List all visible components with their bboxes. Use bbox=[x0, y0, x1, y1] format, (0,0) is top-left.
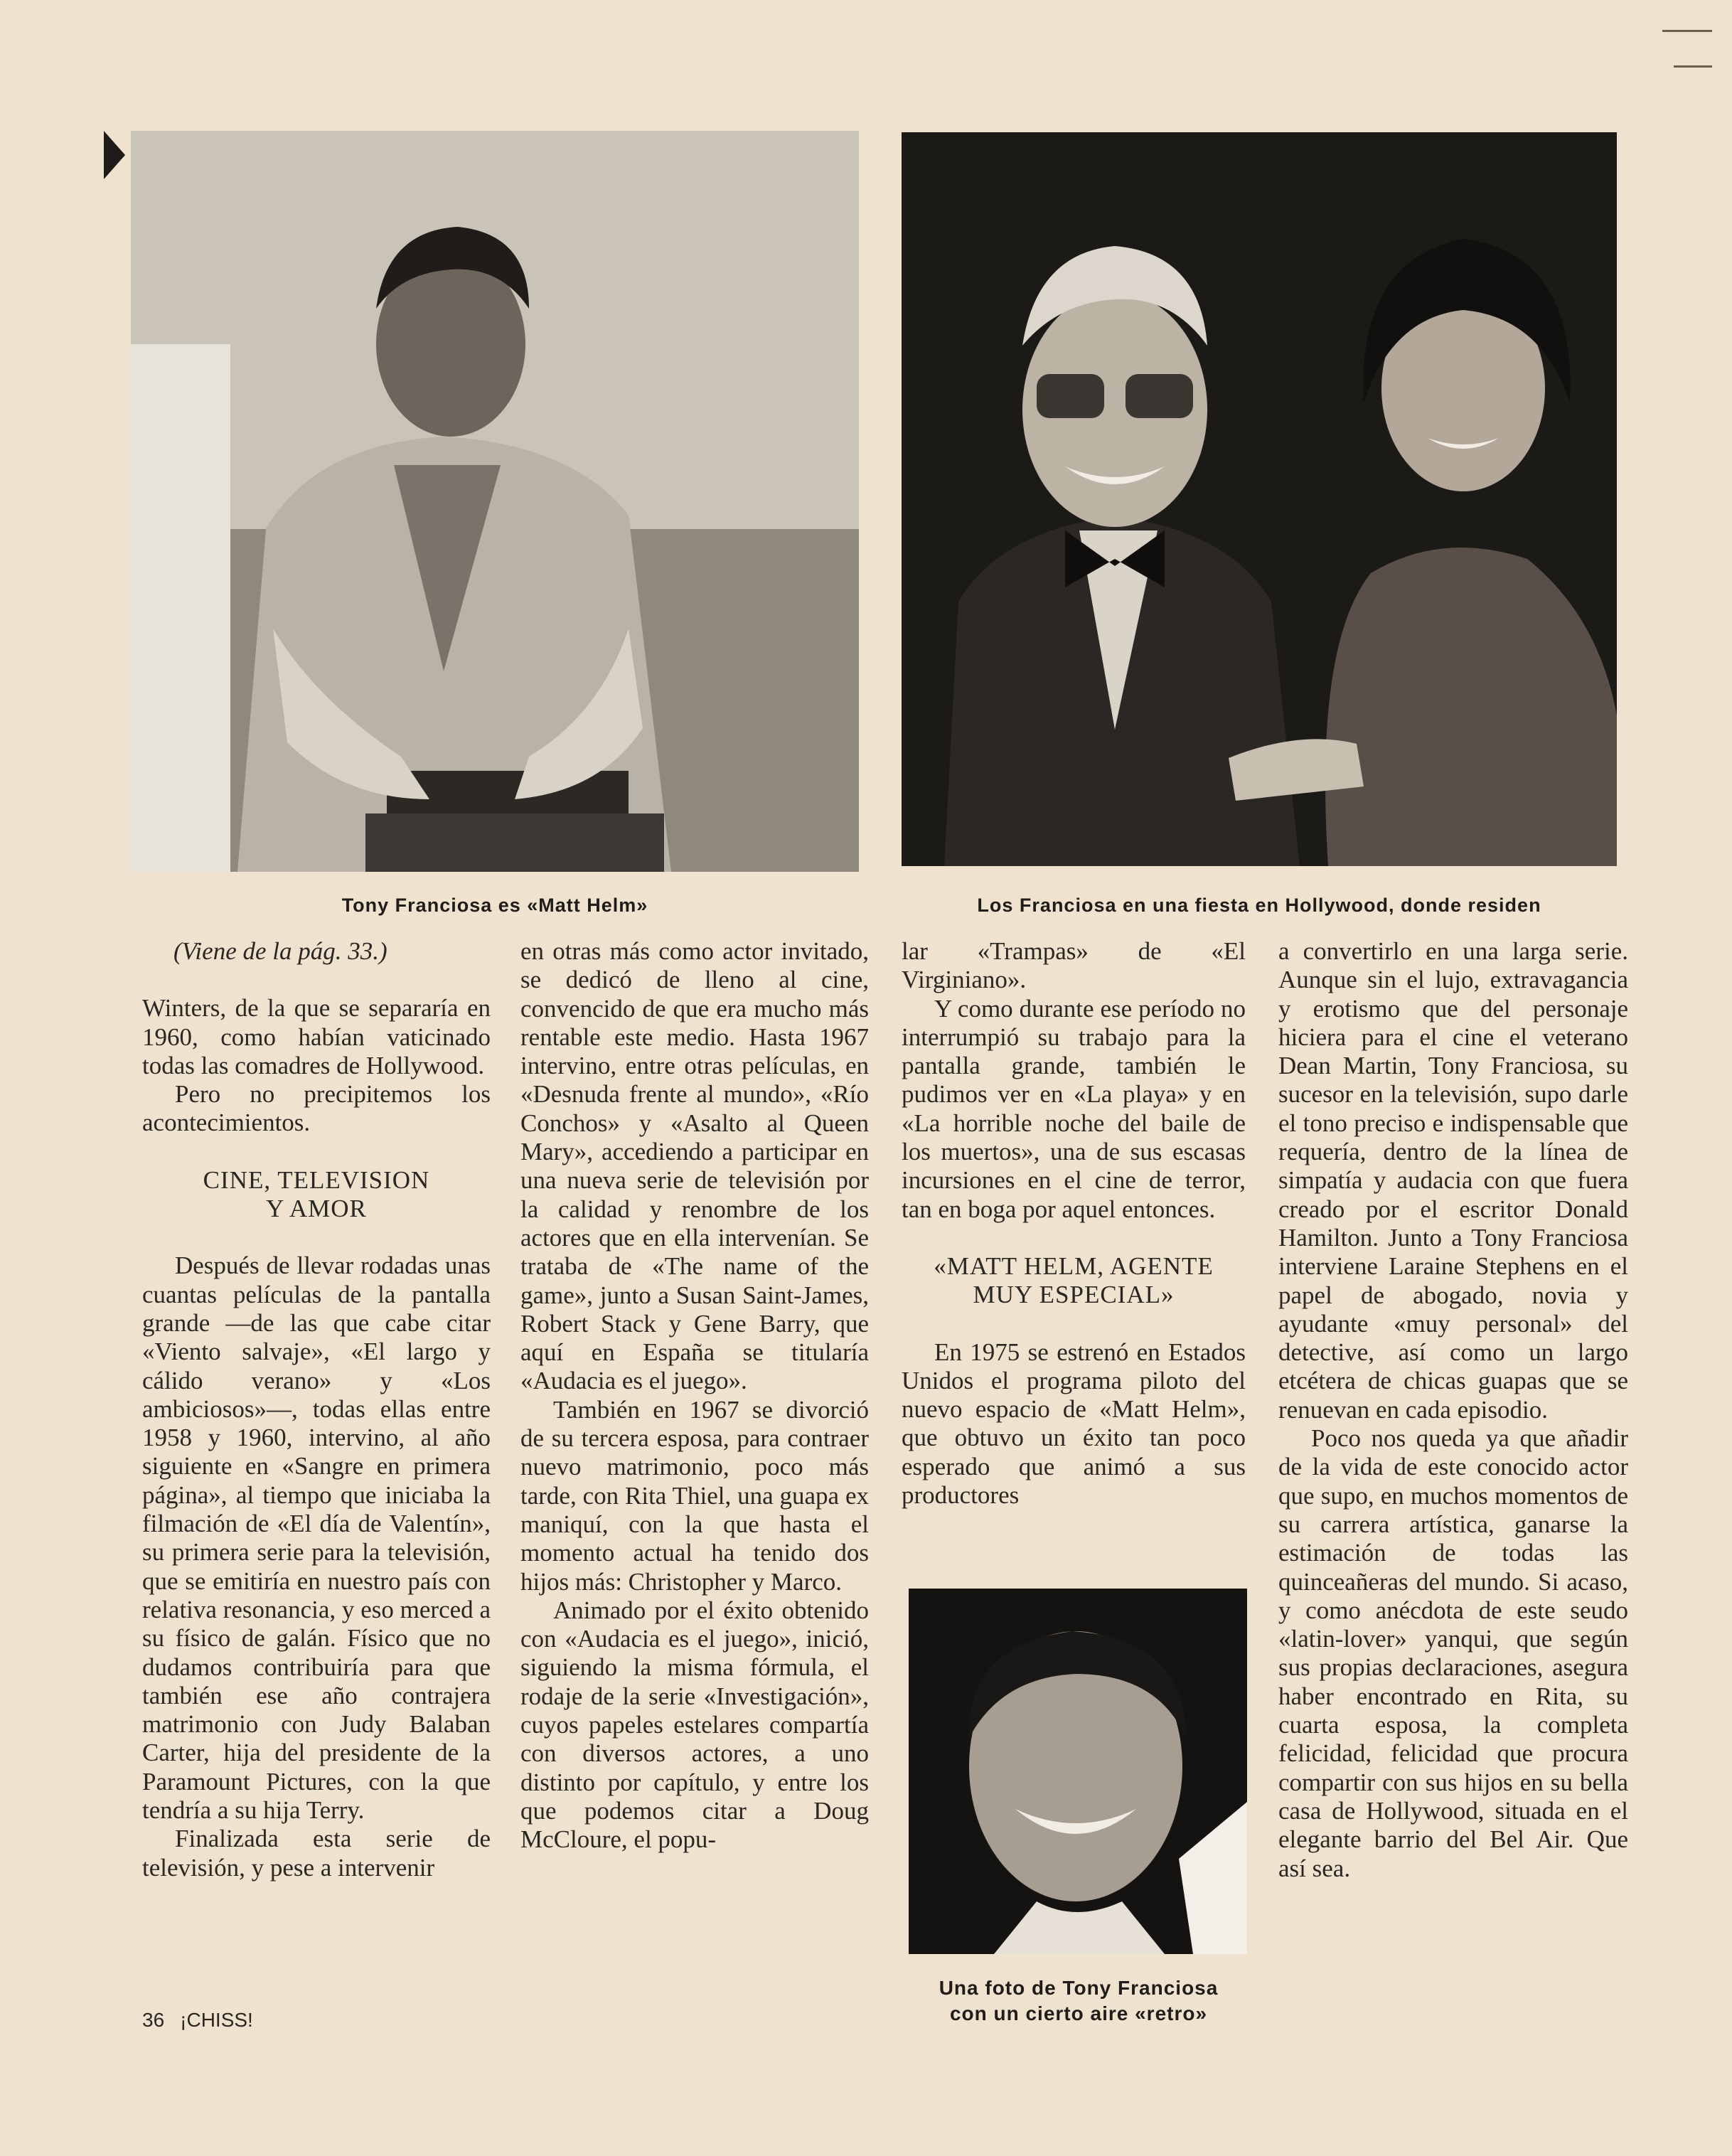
magazine-name: ¡CHISS! bbox=[180, 2009, 253, 2031]
section-heading-matt-helm bbox=[902, 1252, 1246, 1310]
scratch-mark bbox=[1674, 65, 1712, 68]
paragraph: lar «Trampas» de «El Virginiano». bbox=[902, 937, 1246, 994]
paragraph: Y como durante ese período no interrumpió su trabajo para la pantalla grande, también le pudimos ver en «La playa» y en «La horrible noche del baile de los muertos», una de sus escasas incursiones en el cine de terror, tan en boga por aquel entonces. bbox=[902, 994, 1246, 1223]
paragraph: En 1975 se estrenó en Estados Unidos el programa piloto del nuevo espacio de «Matt Helm», que obtuvo un éxito tan poco esperado que animó a sus productores bbox=[902, 1338, 1246, 1510]
paragraph: Poco nos queda ya que añadir de la vida de este conocido actor que supo, en muchos momentos de su carrera artística, ganarse la estimación de todas las quinceañeras del mundo. Si acaso, y como anécdota de este seudo «latin-lover» yanqui, que según sus propias declaraciones, asegura haber encontrado en Rita, su cuarta esposa, la completa felicidad, felicidad que procura compartir con sus hijos en su bella casa de Hollywood, situada en el elegante barrio del Bel Air. Que así sea. bbox=[1278, 1424, 1628, 1882]
page-footer bbox=[142, 2009, 269, 2032]
paragraph: a convertirlo en una larga serie. Aunque sin el lujo, extravagancia y erotismo que del personaje hiciera para el cine el veterano Dean Martin, Tony Franciosa, su sucesor en la televisión, supo darle el tono preciso e indispensable que requería, dentro de la línea de simpatía y audacia con que fuera creado por el escritor Donald Hamilton. Junto a Tony Franciosa interviene Laraine Stephens en el papel de abogado, novia y ayudante «muy personal» del detective, así como un largo etcétera de chicas guapas que se renuevan en cada episodio. bbox=[1278, 937, 1628, 1424]
heading-line: «MATT HELM, AGENTE bbox=[934, 1252, 1214, 1280]
paragraph: Pero no precipitemos los acontecimientos. bbox=[142, 1080, 491, 1137]
photo-illustration bbox=[131, 131, 859, 872]
heading-line: Y AMOR bbox=[266, 1195, 367, 1223]
scratch-mark bbox=[1662, 30, 1712, 32]
photo-illustration bbox=[902, 132, 1617, 866]
caption-right-photo: Los Franciosa en una fiesta en Hollywood, donde residen bbox=[977, 895, 1541, 916]
section-arrow-marker bbox=[104, 131, 125, 179]
heading-line: MUY ESPECIAL» bbox=[973, 1281, 1175, 1309]
paragraph: Animado por el éxito obtenido con «Audacia es el juego», inició, siguiendo la misma fórmula, el rodaje de la serie «Investigación», cuyos papeles estelares compartía con diversos actores, a uno distinto por capítulo, y entre los que podemos citar a Doug McCloure, el popu- bbox=[520, 1596, 869, 1854]
article-column-1 bbox=[142, 937, 491, 1882]
caption-left-photo: Tony Franciosa es «Matt Helm» bbox=[341, 895, 648, 916]
article-column-4 bbox=[1278, 937, 1628, 1883]
paragraph: Después de llevar rodadas unas cuantas películas de la pantalla grande —de las que cabe citar «Viento salvaje», «El largo y cálido verano» y «Los ambiciosos»—, todas ellas entre 1958 y 1960, intervino, al año siguiente en «Sangre en primera página», al tiempo que iniciaba la filmación de «El día de Valentín», su primera serie para la televisión, que se emitiría en nuestro país con relativa resonancia, y eso merced a su físico de galán. Físico que no dudamos contribuiría para que también ese año contrajera matrimonio con Judy Balaban Carter, hija del presidente de la Paramount Pictures, con la que tendría a su hija Terry. bbox=[142, 1252, 491, 1825]
photo-franciosa-couple-hollywood-party bbox=[902, 132, 1617, 866]
article-column-3 bbox=[902, 937, 1246, 1510]
paragraph: También en 1967 se divorció de su tercera esposa, para contraer nuevo matrimonio, poco más tarde, con Rita Thiel, una guapa ex maniquí, con la que hasta el momento actual ha tenido dos hijos más: Christopher y Marco. bbox=[520, 1395, 869, 1596]
continued-note: (Viene de la pág. 33.) bbox=[173, 937, 387, 965]
paragraph: Finalizada esta serie de televisión, y pese a intervenir bbox=[142, 1825, 491, 1882]
heading-line: CINE, TELEVISION bbox=[203, 1165, 430, 1194]
photo-tony-franciosa-matt-helm bbox=[131, 131, 859, 872]
caption-small-photo-line1: Una foto de Tony Franciosa bbox=[939, 1977, 1219, 1999]
caption-small-photo-line2: con un cierto aire «retro» bbox=[949, 2002, 1208, 2024]
page-number: 36 bbox=[142, 2009, 165, 2031]
section-heading-cine-television bbox=[142, 1166, 491, 1224]
article-column-2 bbox=[520, 937, 869, 1855]
caption-small-photo bbox=[904, 1975, 1253, 2027]
paragraph: Winters, de la que se separaría en 1960, como habían vaticinado todas las comadres de Hollywood. bbox=[142, 994, 491, 1079]
paragraph: en otras más como actor invitado, se dedicó de lleno al cine, convencido de que era mucho más rentable este medio. Hasta 1967 intervino, entre otras películas, en «Desnuda frente al mundo», «Río Conchos» y «Asalto al Queen Mary», accediendo a participar en una nueva serie de televisión por la calidad y renombre de los actores que en ella intervenían. Se trataba de «The name of the game», junto a Susan Saint-James, Robert Stack y Gene Barry, que aquí en España se titularía «Audacia es el juego». bbox=[520, 937, 869, 1395]
photo-tony-franciosa-retro bbox=[909, 1589, 1247, 1954]
photo-illustration bbox=[909, 1589, 1247, 1954]
